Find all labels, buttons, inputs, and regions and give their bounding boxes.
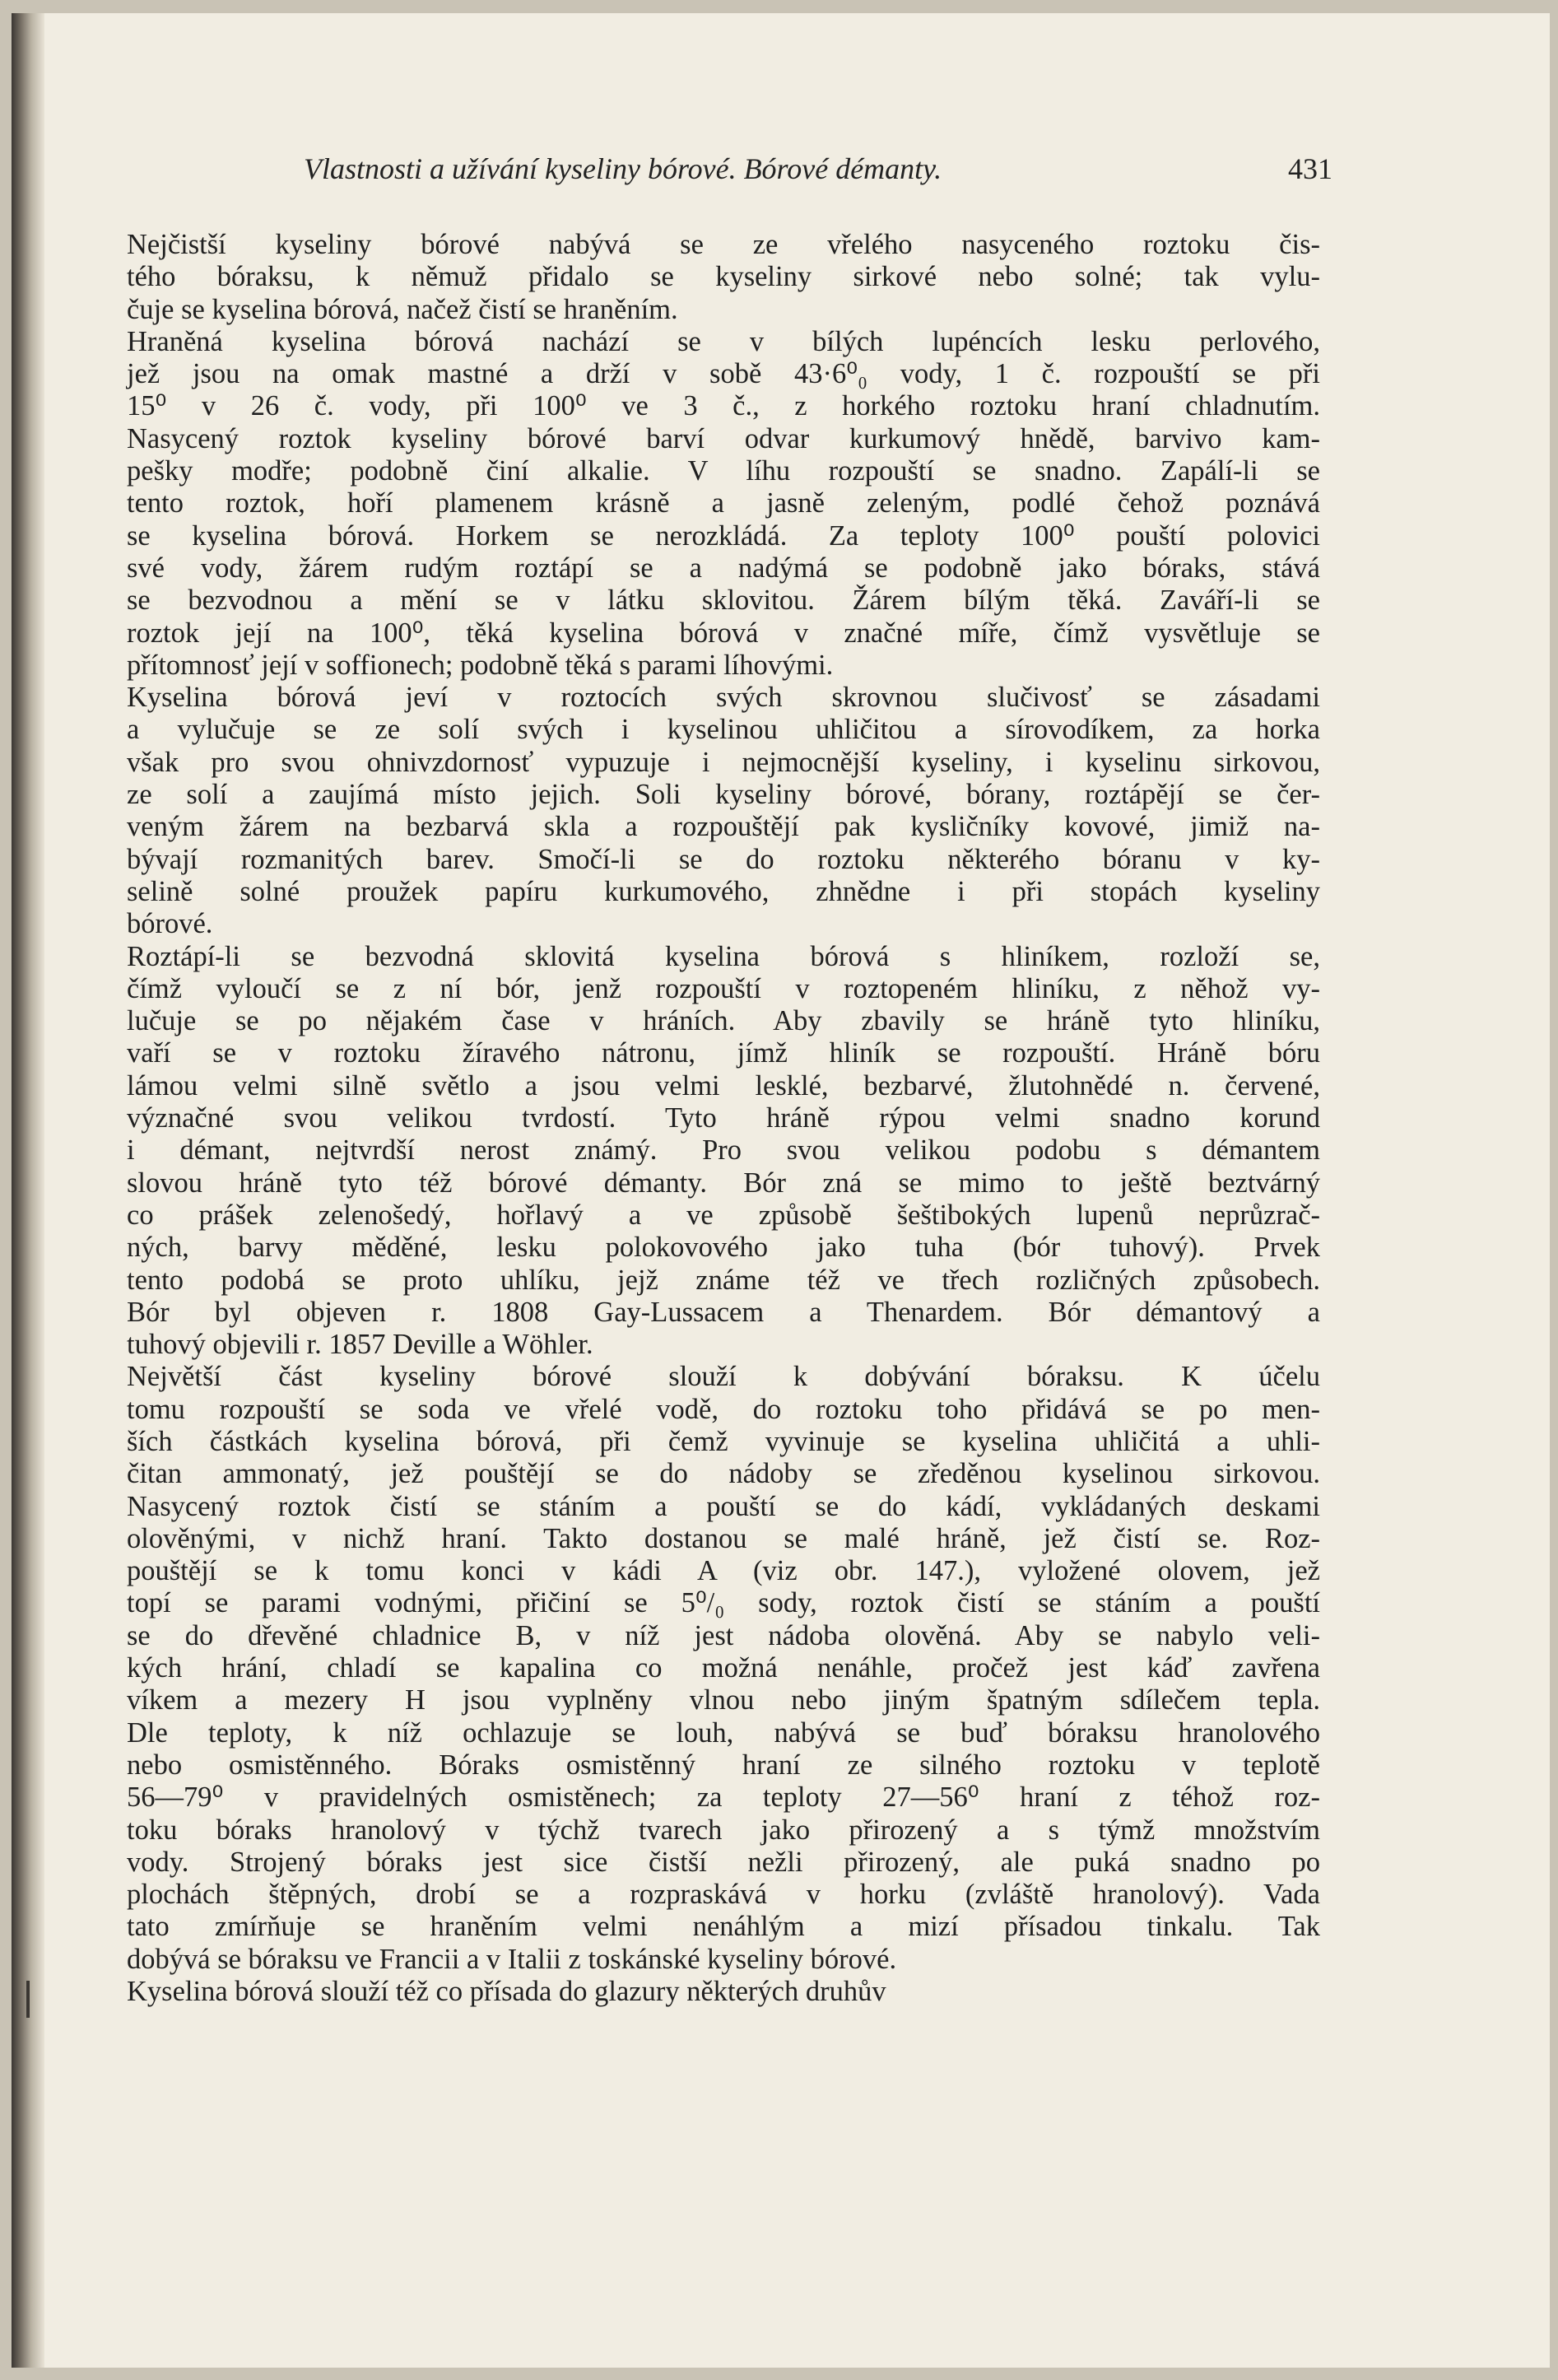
paragraph [127,326,1320,682]
text-line: však pro svou ohnivzdornosť vypuzuje i nejmocnější kyseliny, i kyselinu sirkovou, [127,746,1320,778]
text-line: bývají rozmanitých barev. Smočí-li se do roztoku některého bóranu v ky- [127,843,1320,875]
text-line: plochách štěpných, drobí se a rozpraskává v horku (zvláště hranolový). Vada [127,1879,1320,1911]
text-line: Největší část kyseliny bórové slouží k dobývání bóraksu. K účelu [127,1361,1320,1393]
text-line: vaří se v roztoku žíravého nátronu, jímž hliník se rozpouští. Hráně bóru [127,1037,1320,1069]
text-line: i démant, nejtvrdší nerost známý. Pro svou velikou podobu s démantem [127,1134,1320,1167]
text-line: lámou velmi silně světlo a jsou velmi lesklé, bezbarvé, žlutohnědé n. červené, [127,1069,1320,1102]
text-line: a vylučuje se ze solí svých i kyselinou uhličitou a sírovodíkem, za horka [127,714,1320,746]
text-line: pešky modře; podobně činí alkalie. V líhu rozpouští se snadno. Zapálí-li se [127,455,1320,487]
paragraph [127,1361,1320,1976]
page-number: 431 [1288,152,1332,185]
text-line: tomu rozpouští se soda ve vřelé vodě, do roztoku toho přidává se po men- [127,1393,1320,1425]
margin-mark [26,1981,30,2018]
text-line: vody. Strojený bóraks jest sice čistší nežli přirozený, ale puká snadno po [127,1846,1320,1878]
text-line: tato zmírňuje se hraněním velmi nenáhlým a mizí přísadou tinkalu. Tak [127,1911,1320,1943]
text-line: se do dřevěné chladnice B, v níž jest nádoba olověná. Aby se nabylo veli- [127,1619,1320,1651]
text-line: víkem a mezery H jsou vyplněny vlnou nebo jiným špatným sdílečem tepla. [127,1684,1320,1716]
text-line: 15⁰ v 26 č. vody, při 100⁰ ve 3 č., z horkého roztoku hraní chladnutím. [127,390,1320,422]
paragraph [127,941,1320,1362]
text-line: Kyselina bórová jeví v roztocích svých skrovnou slučivosť se zásadami [127,682,1320,714]
text-line: ných, barvy měděné, lesku polokovového jako tuha (bór tuhový). Prvek [127,1232,1320,1264]
text-line: lučuje se po nějakém čase v hráních. Aby zbavily se hráně tyto hliníku, [127,1005,1320,1037]
text-line: význačné svou velikou tvrdostí. Tyto hráně rýpou velmi snadno korund [127,1102,1320,1134]
text-line: jež jsou na omak mastné a drží v sobě 43·6⁰₀ vody, 1 č. rozpouští se při [127,358,1320,390]
book-page [12,13,1550,2368]
page-header [304,147,1332,196]
text-line: Nejčistší kyseliny bórové nabývá se ze vřelého nasyceného roztoku čis- [127,229,1320,260]
text-line: čitan ammonatý, jež pouštějí se do nádoby se zředěnou kyselinou sirkovou. [127,1458,1320,1490]
text-line: se bezvodnou a mění se v látku sklovitou. Žárem bílým těká. Zaváří-li se [127,585,1320,617]
text-line: Hraněná kyselina bórová nachází se v bílých lupéncích lesku perlového, [127,325,1320,357]
running-title: Vlastnosti a užívání kyseliny bórové. Bórové démanty. [304,152,942,185]
text-line: pouštějí se k tomu konci v kádi A (viz obr. 147.), vyložené olovem, jež [127,1555,1320,1587]
text-line: veným žárem na bezbarvá skla a rozpouštějí pak kysličníky kovové, jimiž na- [127,811,1320,843]
body-text [127,229,1320,2008]
text-line: dobývá se bóraksu ve Francii a v Italii z toskánské kyseliny bórové. [127,1943,897,1975]
text-line: ze solí a zaujímá místo jejich. Soli kyseliny bórové, bórany, roztápějí se čer- [127,779,1320,811]
text-line: Kyselina bórová slouží též co přísada do glazury některých druhův [127,1976,886,2008]
text-line: olověnými, v nichž hraní. Takto dostanou se malé hráně, jež čistí se. Roz- [127,1522,1320,1554]
text-line: selině solné proužek papíru kurkumového, zhnědne i při stopách kyseliny [127,875,1320,907]
text-line: bórové. [127,908,213,940]
text-line: kých hrání, chladí se kapalina co možná nenáhle, pročež jest káď zavřena [127,1652,1320,1684]
paragraph [127,229,1320,326]
text-line: přítomnosť její v soffionech; podobně těká s parami líhovými. [127,649,834,681]
paragraph [127,1976,1320,2008]
text-line: Dle teploty, k níž ochlazuje se louh, nabývá se buď bóraksu hranolového [127,1716,1320,1749]
text-line: slovou hráně tyto též bórové démanty. Bór zná se mimo to ještě beztvárný [127,1167,1320,1199]
text-line: Roztápí-li se bezvodná sklovitá kyselina bórová s hliníkem, rozloží se, [127,940,1320,972]
text-line: co prášek zelenošedý, hořlavý a ve způsobě šeštibokých lupenů neprůzrač- [127,1199,1320,1231]
text-line: 56—79⁰ v pravidelných osmistěnech; za teploty 27—56⁰ hraní z téhož roz- [127,1782,1320,1814]
text-line: ších částkách kyselina bórová, při čemž vyvinuje se kyselina uhličitá a uhli- [127,1425,1320,1457]
text-line: čuje se kyselina bórová, načež čistí se hraněním. [127,293,678,325]
text-line: tento roztok, hoří plamenem krásně a jasně zeleným, podlé čehož poznává [127,487,1320,519]
text-line: tého bóraksu, k němuž přidalo se kyseliny sirkové nebo solné; tak vylu- [127,261,1320,293]
text-line: Nasycený roztok kyseliny bórové barví odvar kurkumový hnědě, barvivo kam- [127,422,1320,454]
text-line: čímž vyloučí se z ní bór, jenž rozpouští v roztopeném hliníku, z něhož vy- [127,972,1320,1004]
text-line: tento podobá se proto uhlíku, jejž známe též ve třech rozličných způsobech. [127,1264,1320,1296]
text-line: topí se parami vodnými, přičiní se 5⁰/₀ sody, roztok čistí se stáním a pouští [127,1587,1320,1619]
text-line: Nasycený roztok čistí se stáním a pouští se do kádí, vykládaných deskami [127,1490,1320,1522]
text-line: roztok její na 100⁰, těká kyselina bórová v značné míře, čímž vysvětluje se [127,617,1320,649]
text-line: své vody, žárem rudým roztápí se a nadýmá se podobně jako bóraks, stává [127,552,1320,584]
text-line: se kyselina bórová. Horkem se nerozkládá. Za teploty 100⁰ pouští polovici [127,519,1320,552]
text-line: Bór byl objeven r. 1808 Gay-Lussacem a Thenardem. Bór démantový a [127,1296,1320,1328]
paragraph [127,682,1320,940]
text-line: toku bóraks hranolový v týchž tvarech jako přirozený a s týmž množstvím [127,1814,1320,1846]
text-line: tuhový objevili r. 1857 Deville a Wöhler. [127,1329,593,1361]
text-line: nebo osmistěnného. Bóraks osmistěnný hraní ze silného roztoku v teplotě [127,1749,1320,1781]
